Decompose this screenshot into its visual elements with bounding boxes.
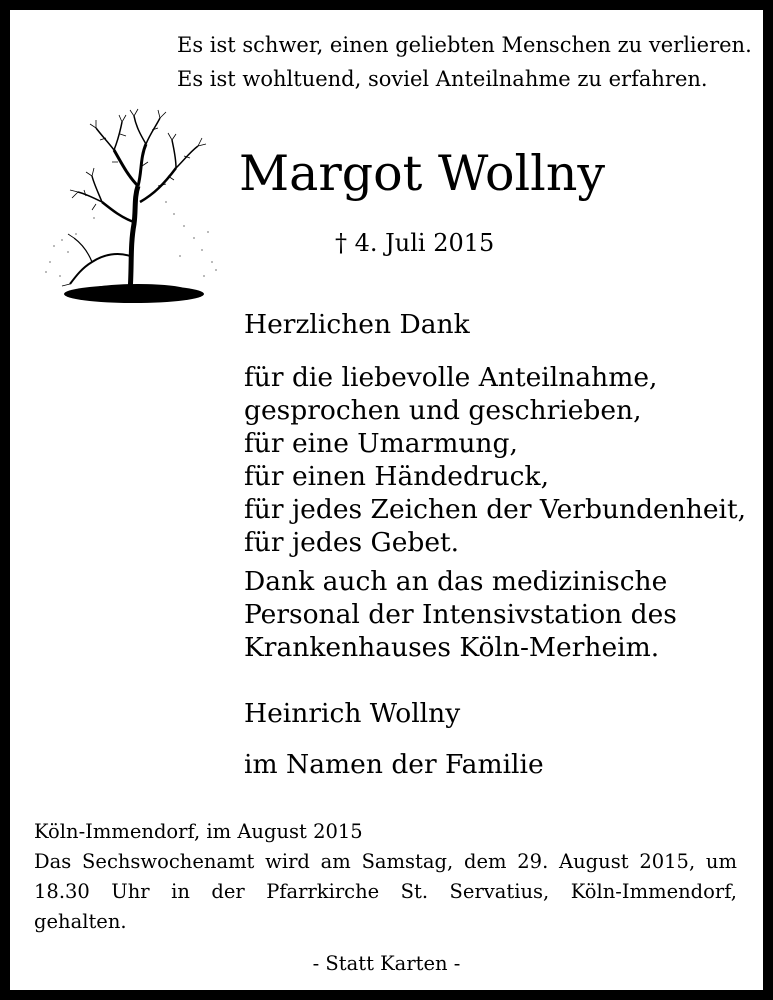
thanks-line: für jedes Gebet. bbox=[244, 527, 460, 558]
service-line-1: Das Sechswochenamt wird am Samstag, dem 29. August 2015, um bbox=[34, 850, 737, 873]
signature-name: Heinrich Wollny bbox=[244, 698, 461, 729]
thanks-line: für eine Umarmung, bbox=[244, 428, 518, 459]
motto-line: Es ist schwer, einen geliebten Menschen zu verlieren. bbox=[177, 33, 752, 57]
signature-note: im Namen der Familie bbox=[244, 749, 544, 780]
statt-karten: - Statt Karten - bbox=[312, 952, 461, 975]
thanks-line: gesprochen und geschrieben, bbox=[244, 395, 642, 426]
medical-thanks bbox=[244, 565, 677, 664]
thanks-heading: Herzlichen Dank bbox=[244, 309, 470, 340]
medical-thanks-line: Krankenhauses Köln-Merheim. bbox=[244, 632, 660, 663]
deceased-name: Margot Wollny bbox=[239, 145, 606, 202]
place-date: Köln-Immendorf, im August 2015 bbox=[34, 820, 363, 843]
medical-thanks-line: Dank auch an das medizinische bbox=[244, 566, 668, 597]
footer bbox=[34, 817, 737, 937]
medical-thanks-line: Personal der Intensivstation des bbox=[244, 599, 677, 630]
service-line-3: gehalten. bbox=[34, 910, 127, 933]
thanks-line: für einen Händedruck, bbox=[244, 461, 550, 492]
motto bbox=[177, 28, 752, 96]
death-date: † 4. Juli 2015 bbox=[335, 229, 495, 257]
service-line-2: 18.30 Uhr in der Pfarrkirche St. Servatius, Köln-Immendorf, bbox=[34, 880, 737, 903]
motto-line: Es ist wohltuend, soviel Anteilnahme zu erfahren. bbox=[177, 67, 708, 91]
thanks-line: für jedes Zeichen der Verbundenheit, bbox=[244, 494, 747, 525]
tree-icon bbox=[34, 106, 220, 312]
thanks-line: für die liebevolle Anteilnahme, bbox=[244, 362, 658, 393]
thanks-lines bbox=[244, 361, 746, 559]
